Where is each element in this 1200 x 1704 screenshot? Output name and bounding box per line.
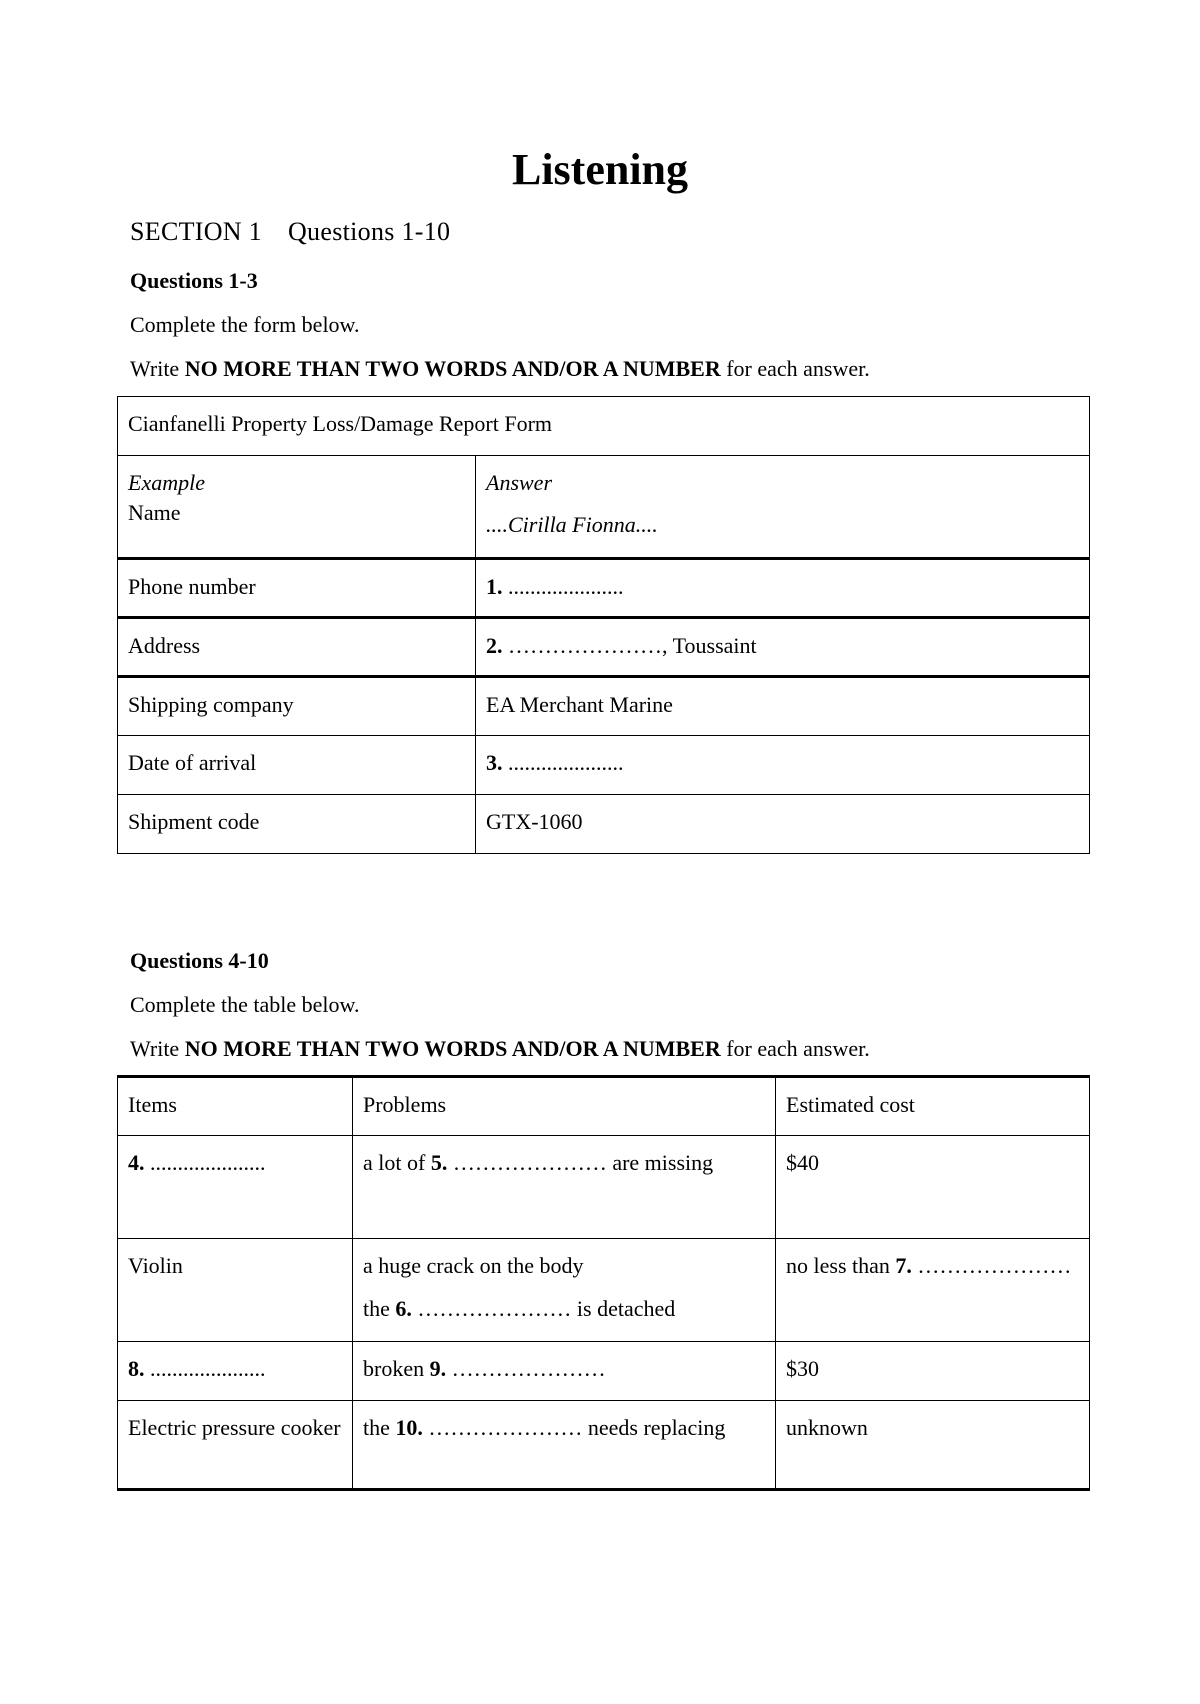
problem-cell <box>353 1239 776 1342</box>
form-row <box>118 618 1090 677</box>
form-row-value <box>476 795 1090 854</box>
write-prefix: Write <box>130 356 185 381</box>
column-header-cost: Estimated cost <box>776 1077 1090 1136</box>
form-row-label: Address <box>118 618 476 677</box>
part1-write-rule <box>130 354 870 384</box>
form-row <box>118 677 1090 736</box>
question-number: 4. <box>128 1150 145 1175</box>
form-row <box>118 736 1090 795</box>
write-limit: NO MORE THAN TWO WORDS AND/OR A NUMBER <box>184 1036 721 1061</box>
problem-cell <box>353 1401 776 1490</box>
part2-instruction: Complete the table below. <box>130 992 360 1017</box>
section-heading <box>130 214 450 250</box>
cost-cell: unknown <box>776 1401 1090 1490</box>
problem-cell <box>353 1342 776 1401</box>
shipping-company-value: EA Merchant Marine <box>486 692 673 717</box>
form-row-value <box>476 736 1090 795</box>
write-prefix: Write <box>130 1036 185 1061</box>
problem-line: broken 9. ………………… <box>363 1356 606 1381</box>
form-row-value <box>476 677 1090 736</box>
section-label: SECTION 1 <box>130 217 262 246</box>
problem-cell <box>353 1136 776 1239</box>
table-row <box>118 1342 1090 1401</box>
answer-value: ....Cirilla Fionna.... <box>486 512 658 537</box>
question-number: 7. <box>895 1253 912 1278</box>
table-row <box>118 1136 1090 1239</box>
item-cell: Violin <box>118 1239 353 1342</box>
question-number: 6. <box>395 1296 412 1321</box>
form-row-label: Date of arrival <box>118 736 476 795</box>
form-row-label: Shipping company <box>118 677 476 736</box>
items-table <box>117 1075 1090 1491</box>
question-number: 10. <box>395 1415 423 1440</box>
form-row-value <box>476 559 1090 618</box>
example-label: Example <box>128 470 205 495</box>
form-header-row <box>118 397 1090 456</box>
shipment-code-value: GTX-1060 <box>486 809 583 834</box>
form-row <box>118 559 1090 618</box>
form-row-label: Shipment code <box>118 795 476 854</box>
cost-cell: $30 <box>776 1342 1090 1401</box>
item-cell <box>118 1342 353 1401</box>
write-suffix: for each answer. <box>720 1036 870 1061</box>
item-cell: Electric pressure cooker <box>118 1401 353 1490</box>
column-header-problems: Problems <box>353 1077 776 1136</box>
page-title: Listening <box>511 145 689 194</box>
column-header-items: Items <box>118 1077 353 1136</box>
part1-heading: Questions 1-3 <box>130 268 258 293</box>
cost-cell: $40 <box>776 1136 1090 1239</box>
answer-blank: ..................... <box>144 1150 266 1175</box>
write-suffix: for each answer. <box>720 356 870 381</box>
table-row <box>118 1239 1090 1342</box>
form-row-value <box>476 618 1090 677</box>
answer-blank: ………………… <box>502 633 662 658</box>
answer-label: Answer <box>486 470 552 495</box>
form-example-row <box>118 456 1090 559</box>
question-number: 3. <box>486 750 503 775</box>
answer-blank: ..................... <box>144 1356 266 1381</box>
example-field: Name <box>128 500 181 525</box>
answer-cell <box>476 456 1090 559</box>
answer-blank: ..................... <box>502 574 624 599</box>
problem-line: a lot of 5. ………………… are missing <box>363 1150 714 1175</box>
question-number: 8. <box>128 1356 145 1381</box>
address-suffix: , Toussaint <box>662 633 757 658</box>
items-header-row <box>118 1077 1090 1136</box>
problem-line: a huge crack on the body <box>363 1253 584 1278</box>
part2-write-rule <box>130 1034 870 1064</box>
problem-line: the 6. ………………… is detached <box>363 1296 676 1321</box>
form-row-label: Phone number <box>118 559 476 618</box>
part2-heading: Questions 4-10 <box>130 948 269 973</box>
question-number: 5. <box>430 1150 448 1175</box>
table-row <box>118 1401 1090 1490</box>
form-row <box>118 795 1090 854</box>
part1-instruction: Complete the form below. <box>130 312 360 337</box>
question-number: 1. <box>486 574 503 599</box>
example-cell <box>118 456 476 559</box>
report-form-table <box>117 396 1090 854</box>
answer-blank: ..................... <box>502 750 624 775</box>
question-number: 9. <box>429 1356 447 1381</box>
write-limit: NO MORE THAN TWO WORDS AND/OR A NUMBER <box>184 356 721 381</box>
item-cell <box>118 1136 353 1239</box>
form-header-cell: Cianfanelli Property Loss/Damage Report Form <box>118 397 1090 456</box>
problem-line: the 10. ………………… needs replacing <box>363 1415 726 1440</box>
cost-cell: no less than 7. ………………… <box>776 1239 1090 1342</box>
question-number: 2. <box>486 633 503 658</box>
section-questions: Questions 1-10 <box>287 217 451 246</box>
